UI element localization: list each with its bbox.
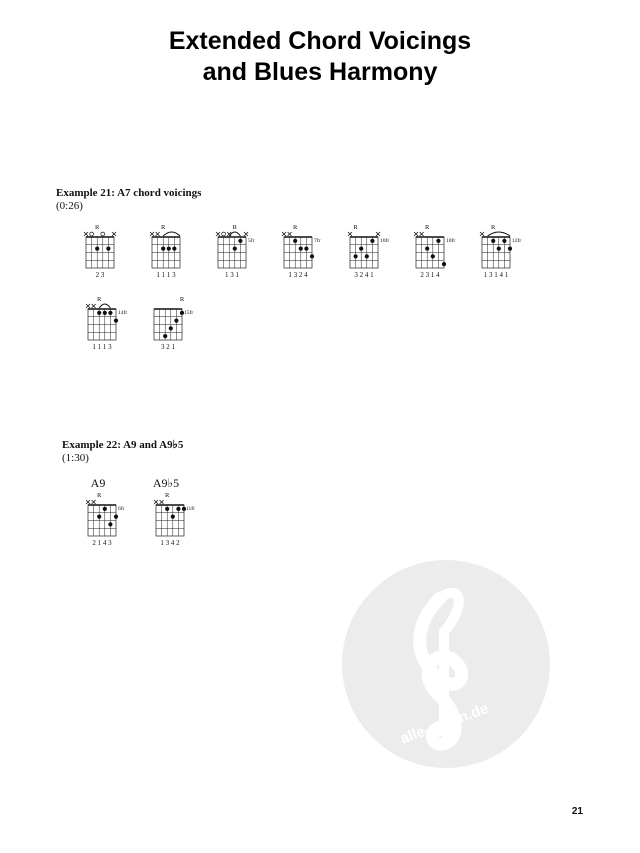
finger-dot [233,247,237,251]
finger-dot [161,247,165,251]
fret-position: 12fr [512,238,522,244]
fingering-label: 1 3 1 4 1 [483,271,509,279]
finger-dot [176,507,180,511]
finger-dot [442,262,446,266]
finger-dot [425,247,429,251]
finger-dot [354,254,358,258]
fret-position: 11fr [186,506,195,512]
finger-dot [103,311,107,315]
root-marker: R [293,224,298,231]
finger-dot [238,239,242,243]
finger-dot [508,247,512,251]
example-22-time: (1:30) [62,452,89,464]
finger-dot [106,247,110,251]
fingering-label: 2 3 [95,271,105,279]
finger-dot [174,319,178,323]
finger-dot [365,254,369,258]
fret-position: 6fr [118,506,125,512]
root-marker: R [97,492,102,499]
finger-dot [370,239,374,243]
finger-dot [431,254,435,258]
root-marker: R [425,224,430,231]
finger-dot [497,247,501,251]
finger-dot [359,247,363,251]
root-marker: R [95,224,100,231]
root-marker: R [165,492,170,499]
finger-dot [172,247,176,251]
finger-dot [304,247,308,251]
fret-position: 5fr [248,238,255,244]
fret-position: 7fr [314,238,321,244]
fingering-label: 3 2 4 1 [354,271,374,279]
open-string-icon [101,232,105,236]
finger-dot [165,507,169,511]
finger-dot [169,326,173,330]
finger-dot [436,239,440,243]
page-number: 21 [571,806,583,817]
root-marker: R [97,296,102,303]
fret-position: 10fr [380,238,390,244]
root-marker: R [161,224,166,231]
finger-dot [171,515,175,519]
fingering-label: 2 3 1 4 [420,271,440,279]
example-21-time: (0:26) [56,200,83,212]
barre-arc-icon [163,232,180,236]
root-marker: R [179,296,185,303]
open-string-icon [90,232,94,236]
title-line-1: Extended Chord Voicings [168,27,472,55]
finger-dot [97,515,101,519]
finger-dot [103,507,107,511]
fret-position: 15fr [184,310,194,316]
finger-dot [167,247,171,251]
fingering-label: 2 1 4 3 [92,539,112,547]
fret-position: 14fr [118,310,128,316]
root-marker: R [353,224,358,231]
example-22-title: Example 22: A9 and A9♭5 [62,439,184,451]
fingering-label: 3 2 1 [161,343,175,351]
root-marker: R [232,224,237,231]
finger-dot [491,239,495,243]
finger-dot [114,319,118,323]
barre-arc-icon [488,232,510,236]
fingering-label: 1 3 1 [225,271,239,279]
finger-dot [502,239,506,243]
example-21-title: Example 21: A7 chord voicings [56,187,202,199]
fingering-label: 1 1 1 3 [156,271,176,279]
title-line-2: and Blues Harmony [202,58,438,86]
fingering-label: 1 3 4 2 [160,539,180,547]
chord-name: A9 [90,476,106,490]
chord-name: A9♭5 [152,476,180,490]
finger-dot [97,311,101,315]
watermark-text: alle-noten.de [398,699,491,748]
fingering-label: 1 1 1 3 [92,343,112,351]
finger-dot [163,334,167,338]
barre-arc-icon [99,304,110,308]
finger-dot [299,247,303,251]
root-marker: R [491,224,496,231]
finger-dot [108,311,112,315]
finger-dot [293,239,297,243]
finger-dot [95,247,99,251]
finger-dot [114,515,118,519]
finger-dot [108,522,112,526]
fret-position: 10fr [446,238,456,244]
open-string-icon [222,232,226,236]
fingering-label: 1 3 2 4 [288,271,308,279]
finger-dot [310,254,314,258]
